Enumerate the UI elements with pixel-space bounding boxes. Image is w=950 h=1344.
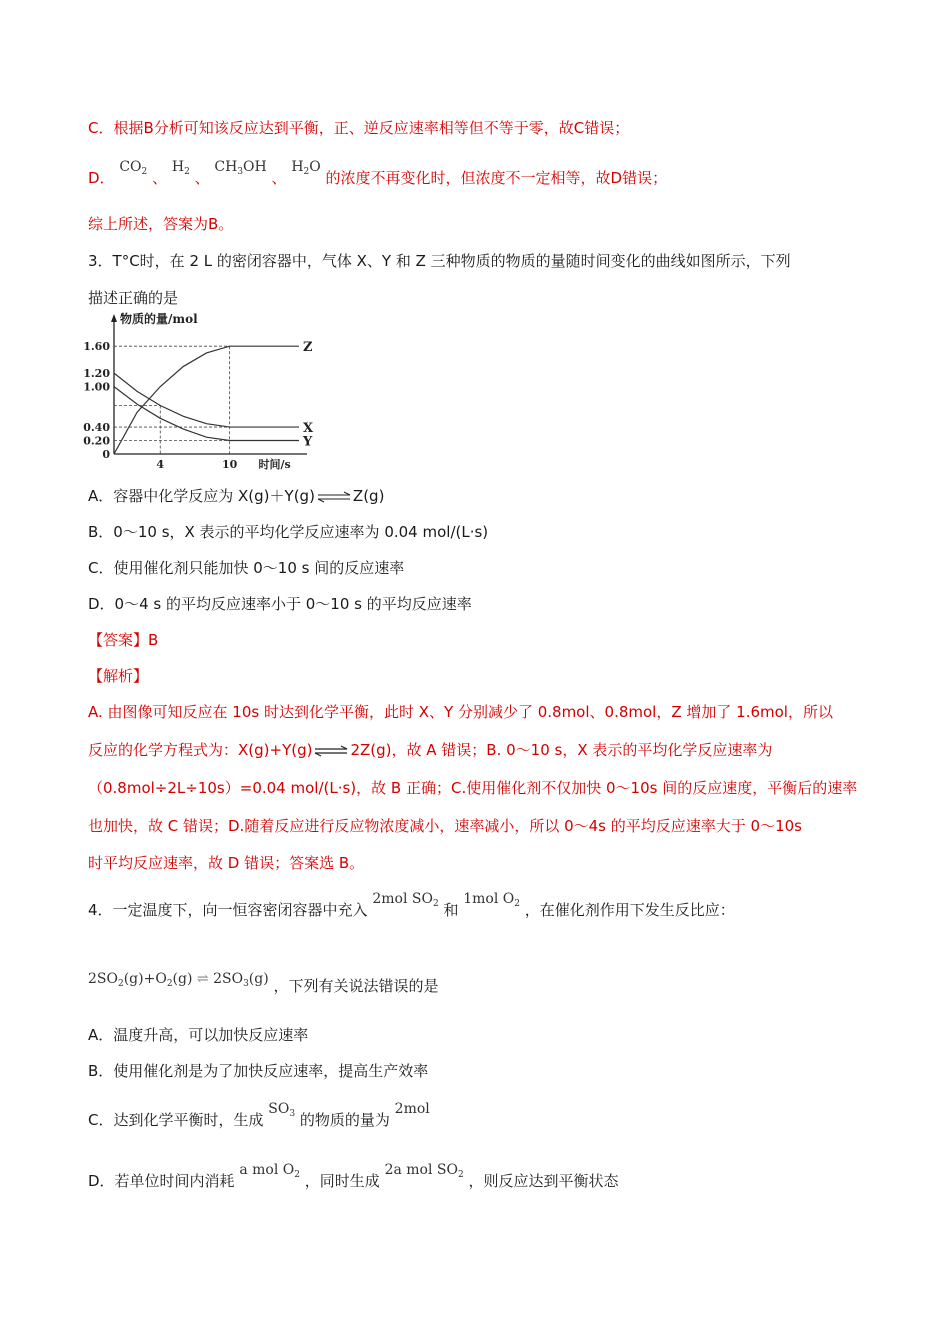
q4-equation-line: [88, 971, 439, 1002]
q4-option-c: [88, 1101, 430, 1136]
formula-so3: $SO_3$: [268, 1101, 296, 1119]
formula-h2o: $H_2O$: [291, 159, 321, 177]
equilibrium-arrow-icon: [314, 746, 348, 756]
equilibrium-arrow-icon: [317, 492, 351, 502]
y-axis-label: 物质的量/mol: [120, 312, 198, 326]
series-z-label: Z: [303, 340, 313, 356]
q3-chart: [80, 312, 314, 477]
q3-analysis-line-4: 也加快，故 C 错误；D.随着反应进行反应物浓度减小，速率减小，所以 0～4s 的平均反应速率大于 0～10s: [88, 817, 802, 835]
q4-option-c-pre: C．达到化学平衡时，生成: [88, 1111, 264, 1129]
series-x-label: X: [303, 421, 314, 437]
q4-stem-line-1: [88, 891, 735, 926]
y-tick-label: 1.60: [83, 340, 110, 354]
q3-option-d: D．0～4 s 的平均反应速率小于 0～10 s 的平均反应速率: [88, 595, 472, 613]
q4-option-b: B．使用催化剂是为了加快反应速率，提高生产效率: [88, 1062, 429, 1080]
q3-option-c: C．使用催化剂只能加快 0～10 s 间的反应速率: [88, 559, 405, 577]
y-tick-label: 1.20: [83, 367, 110, 381]
x-tick-label: 4: [156, 458, 165, 471]
q4-option-d: [88, 1162, 619, 1197]
q4-option-a: A．温度升高，可以加快反应速率: [88, 1026, 309, 1044]
q3-analysis-line-5: 时平均反应速率，故 D 错误；答案选 B。: [88, 854, 365, 872]
formula-2mol-so2: 2mol $SO_2$: [372, 891, 439, 909]
series-y-label: Y: [303, 434, 313, 450]
y-tick-label: 1.00: [83, 380, 110, 394]
q3-option-b: B．0～10 s，X 表示的平均化学反应速率为 0.04 mol/(L·s): [88, 523, 489, 541]
formula-ch3oh: $CH_3OH$: [214, 159, 267, 177]
sep: 、: [271, 169, 287, 187]
formula-1mol-o2: 1mol $O_2$: [463, 891, 521, 909]
q3-stem-line-1: 3．T°C时，在 2 L 的密闭容器中，气体 X、Y 和 Z 三种物质的物质的量随时间变化的曲线如图所示，下列: [88, 252, 791, 270]
q3-answer: 【答案】B: [88, 631, 159, 649]
summary-line: 综上所述，答案为B。: [88, 215, 234, 233]
x-axis-label: 时间/s: [258, 458, 291, 471]
q3-option-a-product: Z(g): [352, 487, 385, 505]
y-tick-label: 0: [102, 448, 110, 461]
q3-analysis-label: 【解析】: [88, 667, 149, 685]
q4-and: 和: [443, 901, 459, 919]
x-tick-label: 10: [221, 458, 238, 471]
q4-equation: $2SO_2(g)+O_2(g)$ ⇌ $2SO_3(g)$: [88, 971, 269, 989]
option-c-explanation: C．根据B分析可知该反应达到平衡，正、逆反应速率相等但不等于零，故C错误；: [88, 119, 630, 137]
q4-option-d-post: ，则反应达到平衡状态: [468, 1172, 619, 1190]
q3-option-a: [88, 486, 384, 506]
series-z-line: [114, 346, 299, 454]
y-axis-arrow: [111, 314, 117, 322]
q4-equation-suffix: ，下列有关说法错误的是: [273, 977, 439, 995]
formula-2a-mol-so2: 2a mol $SO_2$: [384, 1162, 464, 1180]
formula-h2: $H_2$: [171, 159, 190, 177]
q4-option-d-pre: D．若单位时间内消耗: [88, 1172, 235, 1190]
q4-option-c-mid: 的物质的量为: [299, 1111, 390, 1129]
d-suffix: 的浓度不再变化时，但浓度不一定相等，故D错误；: [325, 169, 668, 187]
q3-option-a-text: A．容器中化学反应为 X(g)＋Y(g): [88, 487, 315, 505]
formula-a-mol-o2: a mol $O_2$: [239, 1162, 300, 1180]
q3-analysis-line-1: A. 由图像可知反应在 10s 时达到化学平衡，此时 X、Y 分别减少了 0.8mol、0.8mol，Z 增加了 1.6mol，所以: [88, 703, 833, 721]
sep: 、: [194, 169, 210, 187]
q3-analysis-line-2: [88, 740, 772, 760]
analysis-2b: 2Z(g)，故 A 错误；B. 0～10 s，X 表示的平均化学反应速率为: [350, 741, 773, 759]
q4-option-d-mid: ，同时生成: [304, 1172, 380, 1190]
analysis-2a: 反应的化学方程式为：X(g)+Y(g): [88, 741, 313, 759]
option-d-explanation: [88, 159, 668, 194]
q3-analysis-line-3: （0.8mol÷2L÷10s）=0.04 mol/(L·s)，故 B 正确；C.使用催化剂不仅加快 0～10s 间的反应速度，平衡后的速率: [88, 779, 858, 797]
y-tick-label: 0.40: [83, 421, 110, 435]
value-2mol: 2mol: [394, 1101, 430, 1117]
sep: 、: [152, 169, 168, 187]
q4-stem-b: ，在催化剂作用下发生反比应：: [524, 901, 735, 919]
y-tick-label: 0.20: [83, 434, 110, 448]
q3-stem-line-2: 描述正确的是: [88, 289, 179, 307]
q4-stem-a: 4．一定温度下，向一恒容密闭容器中充入: [88, 901, 368, 919]
series-x-line: [114, 373, 299, 427]
formula-co2: $CO_2$: [119, 159, 148, 177]
d-prefix: D．: [88, 169, 115, 187]
